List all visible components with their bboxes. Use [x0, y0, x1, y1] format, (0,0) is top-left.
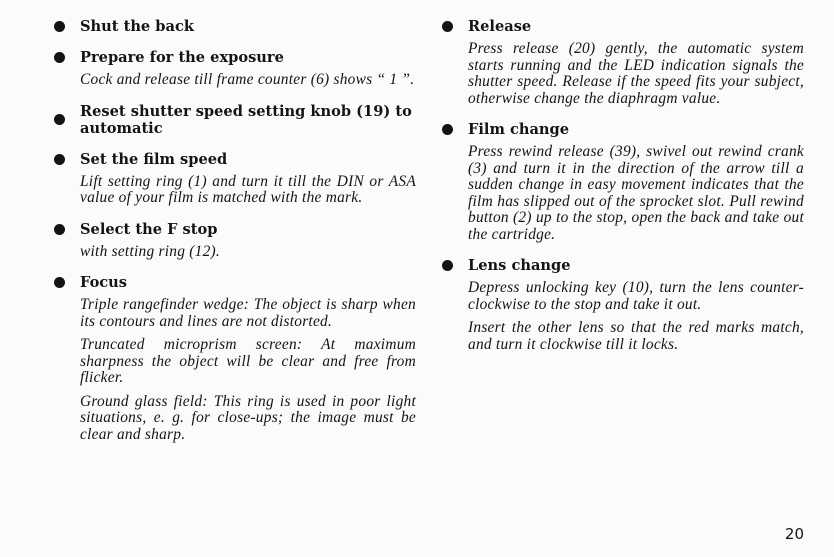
bullet-icon — [442, 260, 453, 271]
section-heading: Select the F stop — [80, 220, 218, 238]
section-paragraph: Truncated microprism screen: At maximum sharpness the object will be clear and free from flicker. — [80, 336, 416, 386]
section-paragraph: Lift setting ring (1) and turn it till the DIN or ASA value of your film is matched with the mark. — [80, 172, 416, 206]
bullet-icon — [442, 124, 453, 135]
section-film-change — [442, 121, 804, 243]
section-body — [80, 174, 416, 207]
right-column — [442, 18, 804, 367]
bullet-icon — [54, 277, 65, 288]
section-heading: Focus — [80, 274, 128, 291]
section-body — [80, 244, 416, 261]
section-heading: Prepare for the exposure — [80, 49, 284, 66]
bullet-icon — [442, 21, 453, 32]
section-film-speed — [54, 151, 416, 207]
section-paragraph: Press rewind release (39), swivel out rewind crank (3) and turn it in the direction of the arrow till a sudden change in easy movement indicates that the film has slipped out of the sprocket slot. Pull rewind button (2) up to the stop, open the back and take out the cartridge. — [468, 143, 804, 243]
section-f-stop — [54, 221, 416, 261]
section-heading: Set the film speed — [80, 150, 228, 168]
section-paragraph: Ground glass field: This ring is used in poor light situations, e. g. for close-ups; the image must be clear and sharp. — [80, 392, 416, 443]
section-body — [468, 144, 804, 243]
section-paragraph: Press release (20) gently, the automatic system starts running and the LED indication signals the shutter speed. Release if the speed fits your subject, otherwise change the diaphragm value. — [468, 40, 804, 107]
section-heading: Lens change — [468, 257, 571, 274]
section-paragraph: Depress unlocking key (10), turn the lens counter-clockwise to the stop and take it out. — [468, 279, 804, 313]
page-number: 20 — [784, 525, 804, 543]
bullet-icon — [54, 154, 65, 165]
section-reset-shutter-speed — [54, 103, 416, 137]
bullet-icon — [54, 21, 65, 32]
section-heading: Reset shutter speed setting knob (19) to automatic — [80, 102, 412, 137]
section-heading: Release — [468, 18, 532, 35]
section-paragraph: Insert the other lens so that the red marks match, and turn it clockwise till it locks. — [468, 319, 804, 353]
left-column — [54, 18, 416, 457]
bullet-icon — [54, 224, 65, 235]
section-body — [80, 297, 416, 443]
section-paragraph: with setting ring (12). — [80, 242, 220, 260]
section-heading: Shut the back — [80, 18, 194, 35]
section-focus — [54, 274, 416, 443]
section-lens-change — [442, 257, 804, 353]
section-heading: Film change — [468, 121, 570, 138]
section-body — [80, 72, 416, 89]
bullet-icon — [54, 52, 65, 63]
section-prepare-exposure — [54, 49, 416, 89]
bullet-icon — [54, 114, 65, 125]
section-release — [442, 18, 804, 107]
section-paragraph: Triple rangefinder wedge: The object is sharp when its contours and lines are not distorted. — [80, 296, 416, 330]
section-paragraph: Cock and release till frame counter (6) shows “ 1 ”. — [80, 71, 415, 88]
section-body — [468, 280, 804, 353]
section-body — [468, 41, 804, 107]
section-shut-back — [54, 18, 416, 35]
